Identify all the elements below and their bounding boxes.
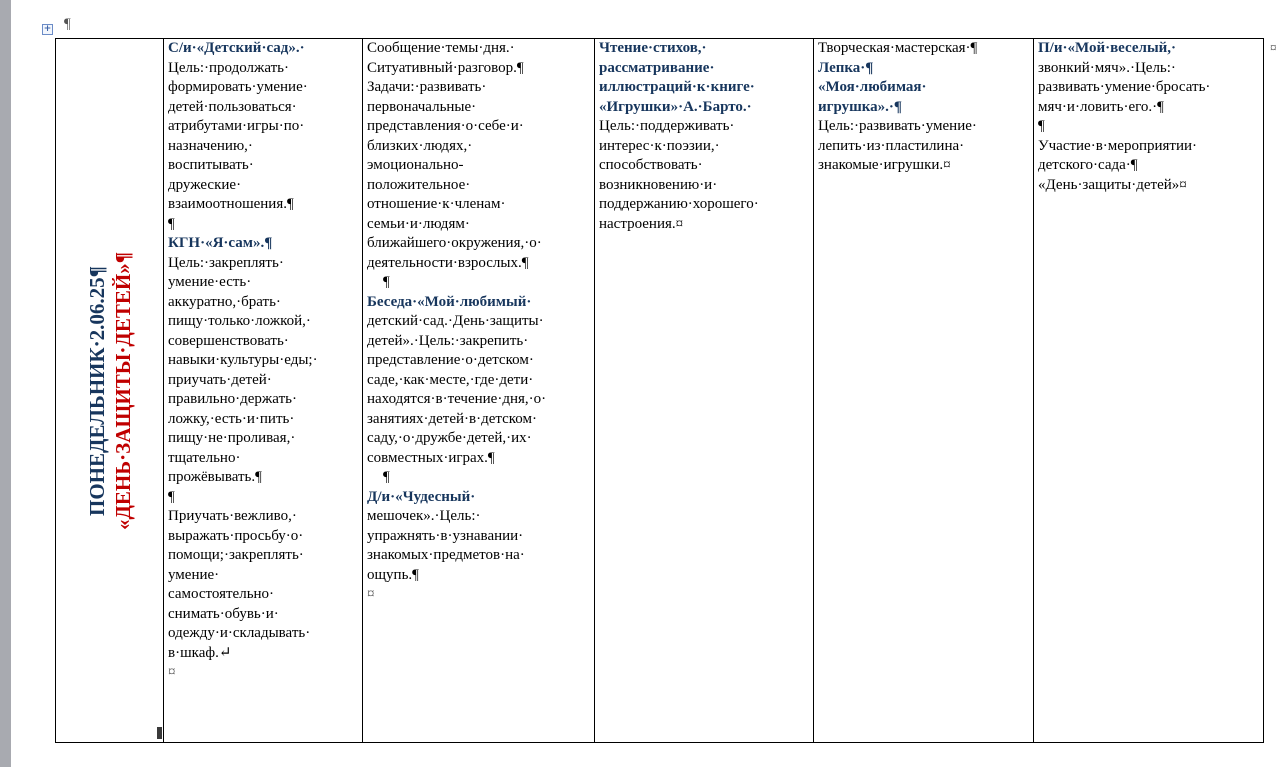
col1-line: умение·есть· (168, 274, 252, 290)
col2-line: деятельности·взрослых.¶ (367, 254, 529, 271)
col2-line: совместных·играх.¶ (367, 449, 495, 466)
col2-line: близких·людях,· (367, 137, 473, 154)
col1-line: Приучать·вежливо,· (168, 508, 297, 524)
col4-line: игрушка».·¶ (818, 98, 903, 115)
cell-end-mark: ¤ (168, 664, 176, 680)
col1-line: ¶ (168, 488, 175, 505)
col3-line: иллюстраций·к·книге· (599, 79, 755, 95)
col3-line: интерес·к·поэзии,· (599, 137, 720, 154)
col2-line: представления·о·себе·и· (367, 118, 524, 134)
col1-line: Цель:·закреплять· (168, 254, 284, 271)
activity-cell-1[interactable] (164, 39, 363, 743)
col3-line: способствовать· (599, 157, 703, 173)
col1-line: взаимоотношения.¶ (168, 196, 294, 212)
day-heading (84, 251, 136, 529)
col2-line: ¶ (383, 469, 390, 485)
col1-line: ¶ (168, 215, 175, 232)
col2-line: мешочек».·Цель:· (367, 508, 481, 524)
col2-line: Ситуативный·разговор.¶ (367, 59, 524, 76)
activity-cell-3[interactable] (595, 39, 814, 743)
paragraph-mark: ¶ (64, 16, 71, 32)
col1-line: С/и·«Детский·сад».· (168, 40, 305, 56)
col2-line: знакомых·предметов·на· (367, 547, 525, 563)
col1-line: помощи;·закреплять· (168, 547, 304, 563)
col2-line: занятиях·детей·в·детском· (367, 410, 538, 427)
col2-line: ощупь.¶ (367, 566, 419, 583)
table-row (56, 39, 1264, 743)
day-cell[interactable] (56, 39, 164, 743)
col2-line: Беседа·«Мой·любимый· (367, 293, 532, 310)
col5-line: звонкий·мяч».·Цель:· (1038, 59, 1176, 76)
col1-line: одежду·и·складывать· (168, 625, 311, 641)
col2-line: саду,·о·дружбе·детей,·их· (367, 430, 532, 446)
col3-line: «Игрушки»·А.·Барто.· (599, 98, 752, 115)
col4-line: Творческая·мастерская·¶ (818, 40, 978, 56)
row-end-mark: ¤ (1270, 40, 1277, 55)
col2-line: ¶ (383, 274, 390, 290)
col4-line: «Моя·любимая· (818, 79, 927, 95)
col5-line: Участие·в·мероприятии· (1038, 137, 1198, 154)
col2-line: Д/и·«Чудесный· (367, 488, 476, 505)
col4-line: лепить·из·пластилина· (818, 137, 965, 154)
col1-line: в·шкаф.↵ (168, 644, 232, 661)
col4-line: знакомые·игрушки.¤ (818, 157, 951, 173)
activity-cell-4[interactable] (814, 39, 1034, 743)
col5-line: ¶ (1038, 118, 1045, 134)
col5-line: мяч·и·ловить·его.·¶ (1038, 98, 1164, 115)
col3-line: возникновению·и· (599, 176, 718, 193)
col1-line: приучать·детей· (168, 371, 272, 388)
col2-line: ближайшего·окружения,·о· (367, 235, 542, 251)
col2-line: отношение·к·членам· (367, 196, 506, 212)
col1-line: совершенствовать· (168, 332, 289, 349)
col1-line: аккуратно,·брать· (168, 293, 281, 310)
col1-line: пищу·только·ложкой,· (168, 313, 311, 329)
col5-line: П/и·«Мой·веселый,· (1038, 40, 1177, 56)
col2-line: находятся·в·течение·дня,·о· (367, 391, 547, 407)
col1-line: самостоятельно· (168, 586, 275, 602)
col2-line: Сообщение·темы·дня.· (367, 40, 515, 56)
col1-line: выражать·просьбу·о· (168, 527, 304, 544)
col2-line: Задачи:·развивать· (367, 79, 487, 95)
col1-line: умение· (168, 566, 220, 583)
row-anchor-icon[interactable] (157, 727, 162, 739)
col1-line: правильно·держать· (168, 391, 297, 407)
col1-line: ложку,·есть·и·пить· (168, 410, 295, 427)
col2-line: представление·о·детском· (367, 352, 534, 368)
col2-line: детский·сад.·День·защиты· (367, 313, 544, 329)
cell-end-mark: ¤ (367, 586, 375, 602)
col1-line: назначению,· (168, 137, 253, 154)
table-move-handle-icon[interactable]: + (43, 24, 52, 34)
col4-line: Лепка·¶ (818, 59, 874, 76)
day-title: ПОНЕДЕЛЬНИК·2.06.25¶ (84, 265, 109, 516)
col3-line: Цель:·поддерживать· (599, 118, 735, 134)
col5-line: «День·защиты·детей»¤ (1038, 176, 1187, 193)
col3-line: поддержанию·хорошего· (599, 196, 759, 212)
col2-line: детей».·Цель:·закрепить· (367, 332, 529, 349)
col2-line: положительное· (367, 176, 471, 193)
col2-line: саде,·как·месте,·где·дети· (367, 371, 534, 388)
col1-line: воспитывать· (168, 157, 254, 173)
col1-line: КГН·«Я·сам».¶ (168, 235, 273, 251)
page-left-ruler (0, 0, 11, 767)
col2-line: первоначальные· (367, 98, 477, 115)
col1-line: навыки·культуры·еды;· (168, 352, 318, 368)
col1-line: дружеские· (168, 176, 242, 193)
col1-line: атрибутами·игры·по· (168, 118, 305, 134)
col5-line: детского·сада·¶ (1038, 157, 1138, 173)
col1-line: пищу·не·проливая,· (168, 430, 296, 446)
col1-line: тщательно· (168, 449, 241, 466)
col5-line: развивать·умение·бросать· (1038, 79, 1211, 95)
day-theme: «ДЕНЬ·ЗАЩИТЫ·ДЕТЕЙ»¶ (110, 251, 135, 530)
col3-line: рассматривание· (599, 59, 715, 76)
col3-line: Чтение·стихов,· (599, 40, 707, 56)
activity-cell-2[interactable] (363, 39, 595, 743)
col3-line: настроения.¤ (599, 215, 684, 232)
col1-line: прожёвывать.¶ (168, 469, 262, 485)
plan-table (55, 38, 1264, 743)
col2-line: эмоционально- (367, 157, 464, 173)
col4-line: Цель:·развивать·умение· (818, 118, 977, 134)
col2-line: семьи·и·людям· (367, 215, 470, 232)
col1-line: Цель:·продолжать· (168, 59, 290, 76)
col1-line: детей·пользоваться· (168, 98, 297, 115)
activity-cell-5[interactable] (1034, 39, 1264, 743)
col2-line: упражнять·в·узнавании· (367, 527, 524, 544)
col1-line: снимать·обувь·и· (168, 605, 279, 622)
col1-line: формировать·умение· (168, 79, 308, 95)
